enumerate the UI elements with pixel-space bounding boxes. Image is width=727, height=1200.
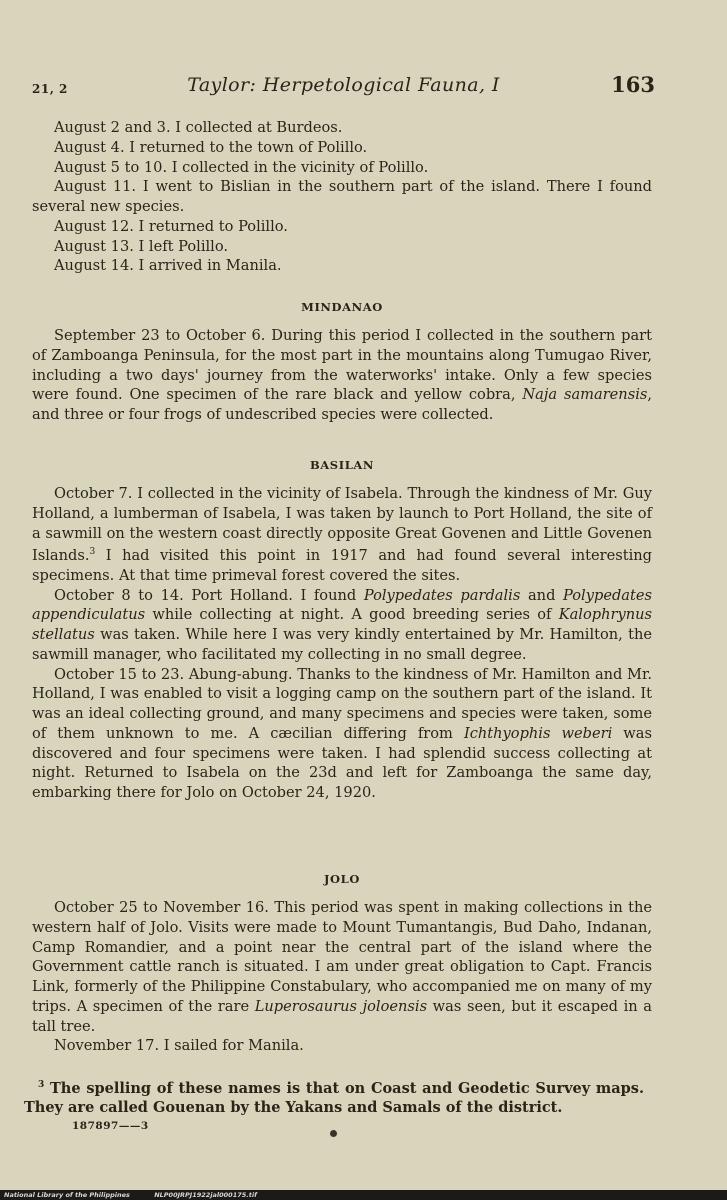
running-header xyxy=(32,74,655,104)
paragraph: September 23 to October 6. During this period I collected in the southern part of Zamboanga Peninsula, for the most part in the mountains along Tumugao River, including a two days' journey from the waterworks' intake. Only a few species were found. One specimen of the rare black and yellow cobra, Naja samarensis, and three or four frogs of undescribed species were collected. xyxy=(32,327,652,423)
library-name: National Library of the Philippines xyxy=(4,1191,130,1199)
printer-signature: 187897——3 xyxy=(72,1120,149,1132)
diary-entry: August 12. I returned to Polillo. xyxy=(54,217,288,235)
diary-entry: August 4. I returned to the town of Polillo. xyxy=(54,138,368,156)
species-name: Polypedates pardalis xyxy=(363,586,521,604)
section-heading-basilan: BASILAN xyxy=(309,458,375,472)
section-heading-jolo: JOLO xyxy=(324,872,360,886)
species-name: Kalophrynus stellatus xyxy=(32,606,652,644)
footnote: $^3$ The spelling of these names is that on Coast and Geodetic Survey maps. They are called Gouenan by the Yakans and Samals of the district. xyxy=(24,1079,644,1117)
volume-number: 21, 2 xyxy=(32,82,68,96)
diary-entry: August 14. I arrived in Manila. xyxy=(54,257,282,275)
paragraph: November 17. I sailed for Manila. xyxy=(54,1037,304,1055)
diary-entry: August 13. I left Polillo. xyxy=(54,237,228,255)
paragraph: October 25 to November 16. This period was spent in making collections in the western half of Jolo. Visits were made to Mount Tumantangis, Bud Daho, Indanan, Camp Romandier, and a point near the central part of the island where the Government cattle ranch is situated. I am under great obligation to Capt. Francis Link, formerly of the Philippine Constabulary, who accompanied me on many of my trips. A specimen of the rare Luperosaurus joloensis was seen, but it escaped in a tall tree. xyxy=(32,899,652,1035)
paragraph: October 8 to 14. Port Holland. I found Polypedates pardalis and Polypedates appendiculatus while collecting at night. A good breeding series of Kalophrynus stellatus was taken. While here I was very kindly entertained by Mr. Hamilton, the sawmill manager, who facilitated my collecting in no small degree. xyxy=(32,586,652,663)
ink-spot xyxy=(330,1130,337,1137)
paragraph: October 15 to 23. Abung-abung. Thanks to the kindness of Mr. Hamilton and Mr. Holland, I was enabled to visit a logging camp on the southern part of the island. It was an ideal collecting ground, and many specimens and species were taken, some of them unknown to me. A cæcilian differing from Ichthyophis weberi was discovered and four specimens were taken. I had splendid success collecting at night. Returned to Isabela on the 23d and left for Zamboanga the same day, embarking there for Jolo on October 24, 1920. xyxy=(32,665,652,802)
diary-entry: August 2 and 3. I collected at Burdeos. xyxy=(54,119,343,136)
section-mindanao xyxy=(32,326,652,425)
species-name: Polypedates appendiculatus xyxy=(32,586,652,624)
diary-entry: August 11. I went to Bislian in the southern part of the island. There I found several new species. xyxy=(32,178,652,215)
section-jolo xyxy=(32,898,652,1056)
page-number: 163 xyxy=(611,72,655,97)
footnote-mark: 3 xyxy=(38,1080,45,1090)
paragraph: October 7. I collected in the vicinity of Isabela. Through the kindness of Mr. Guy Holland, a lumberman of Isabela, I was taken by launch to Port Holland, the site of a sawmill on the western coast directly opposite Great Govenen and Little Govenen Islands.$^3$ I had visited this point in 1917 and had found several interesting specimens. At that time primeval forest covered the sites. xyxy=(32,485,652,584)
species-name: Luperosaurus joloensis xyxy=(254,997,428,1015)
section-basilan xyxy=(32,484,652,803)
diary-entry: August 5 to 10. I collected in the vicinity of Polillo. xyxy=(54,158,429,176)
footnote-ref: 3 xyxy=(89,547,96,558)
file-name: NLP00JRPJ1922jal000175.tif xyxy=(154,1191,257,1199)
diary-list xyxy=(32,118,652,276)
species-name: Ichthyophis weberi xyxy=(463,724,613,742)
scan-footer xyxy=(0,1190,727,1200)
species-name: Naja samarensis xyxy=(522,386,648,404)
section-heading-mindanao: MINDANAO xyxy=(301,300,383,314)
running-title: Taylor: Herpetological Fauna, I xyxy=(187,74,500,96)
